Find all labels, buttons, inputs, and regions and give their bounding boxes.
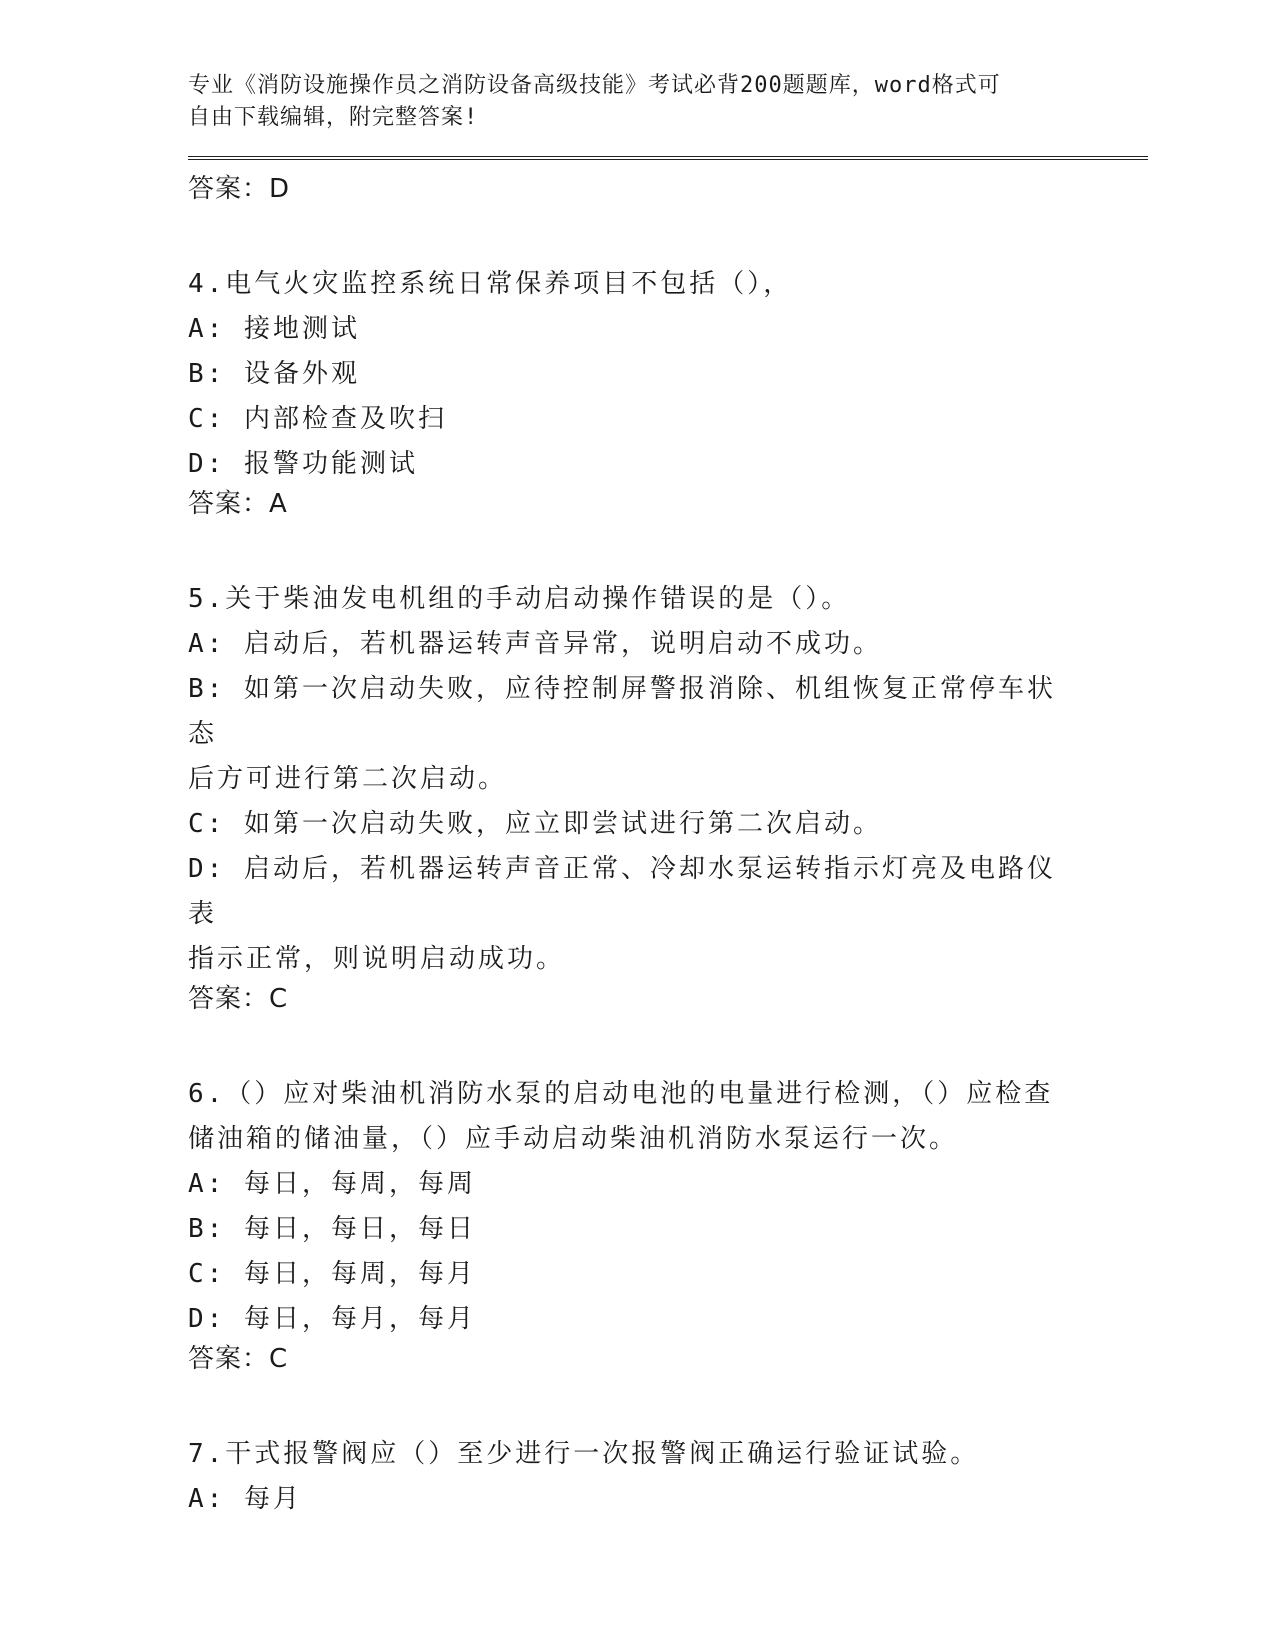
- question-stem-continued: 储油箱的储油量，（）应手动启动柴油机消防水泵运行一次。: [188, 1124, 959, 1154]
- question-7: [188, 1432, 1148, 1522]
- option-c: C: 如第一次启动失败，应立即尝试进行第二次启动。: [188, 809, 882, 839]
- option-b: B: 设备外观: [188, 359, 360, 389]
- option-b: B: 如第一次启动失败，应待控制屏警报消除、机组恢复正常停车状态: [188, 674, 1056, 749]
- option-b: B: 每日，每日，每日: [188, 1214, 476, 1244]
- option-d: D: 报警功能测试: [188, 449, 418, 479]
- option-a: A: 接地测试: [188, 314, 360, 344]
- option-d: D: 启动后，若机器运转声音正常、冷却水泵运转指示灯亮及电路仪表: [188, 854, 1056, 929]
- question-stem: 7.干式报警阀应（）至少进行一次报警阀正确运行验证试验。: [188, 1439, 980, 1469]
- document-page: [188, 70, 1148, 1522]
- document-header: [188, 70, 1058, 134]
- answer: 答案：C: [188, 1344, 289, 1374]
- question-stem: 4.电气火灾监控系统日常保养项目不包括（），: [188, 269, 793, 299]
- answer-previous-question: 答案：D: [188, 174, 291, 204]
- option-c: C: 内部检查及吹扫: [188, 404, 447, 434]
- answer: 答案：A: [188, 489, 288, 519]
- answer: 答案：C: [188, 984, 289, 1014]
- question-5: [188, 577, 1148, 1016]
- question-stem: 5.关于柴油发电机组的手动启动操作错误的是（）。: [188, 584, 851, 614]
- option-a: A: 启动后，若机器运转声音异常，说明启动不成功。: [188, 629, 882, 659]
- header-line-2: 自由下载编辑，附完整答案!: [188, 105, 479, 130]
- option-c: C: 每日，每周，每月: [188, 1259, 476, 1289]
- option-a: A: 每月: [188, 1484, 302, 1514]
- question-6: [188, 1072, 1148, 1376]
- option-a: A: 每日，每周，每周: [188, 1169, 476, 1199]
- question-stem: 6.（）应对柴油机消防水泵的启动电池的电量进行检测，（）应检查: [188, 1079, 1054, 1109]
- header-line-1: 专业《消防设施操作员之消防设备高级技能》考试必背200题题库，word格式可: [188, 73, 1001, 98]
- option-b-continued: 后方可进行第二次启动。: [188, 764, 508, 794]
- option-d-continued: 指示正常，则说明启动成功。: [188, 944, 566, 974]
- header-divider: [188, 156, 1148, 160]
- option-d: D: 每日，每月，每月: [188, 1304, 476, 1334]
- question-4: [188, 262, 1148, 521]
